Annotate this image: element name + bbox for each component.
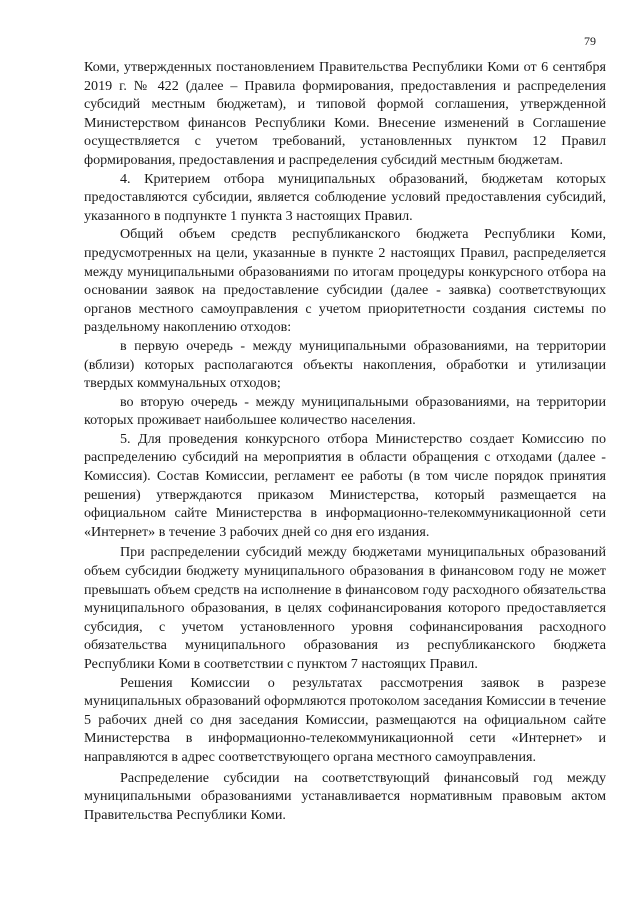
paragraph-continuation: Коми, утвержденных постановлением Правительства Республики Коми от 6 сентября 2019 г. № 422 (далее – Правила формирования, предоставления и распределения субсидий местным бюджетам), и типовой формой соглашения, утвержденной Министерством финансов Республики Коми. Внесение изменений в Соглашение осуществляется с учетом требований, установленных пунктом 12 Правил формирования, предоставления и распределения субсидий местным бюджетам. [84, 59, 606, 168]
paragraph-item-4: 4. Критерием отбора муниципальных образований, бюджетам которых предоставляются субсидии, является соблюдение условий предоставления субсидий, указанного в подпункте 1 пункта 3 настоящих Правил. [84, 170, 606, 224]
paragraph-commission-decisions: Решения Комиссии о результатах рассмотрения заявок в разрезе муниципальных образований оформляются протоколом заседания Комиссии в течение 5 рабочих дней со дня заседания Комиссии, размещаются на официальном сайте Министерства в информационно-телекоммуникационной сети «Интернет» и направляются в адрес соответствующего органа местного самоуправления. [84, 674, 606, 765]
paragraph-annual-distribution: Распределение субсидии на соответствующий финансовый год между муниципальными образованиями устанавливается нормативным правовым актом Правительства Республики Коми. [84, 769, 606, 823]
paragraph-item-5: 5. Для проведения конкурсного отбора Министерство создает Комиссию по распределению субсидий на мероприятия в области обращения с отходами (далее - Комиссия). Состав Комиссии, регламент ее работы (в том числе порядок принятия решения) утверждаются приказом Министерства, который размещается на официальном сайте Министерства в информационно-телекоммуникационной сети «Интернет» в течение 3 рабочих дней со дня его издания. [84, 430, 606, 540]
page-number: 79 [584, 34, 596, 48]
document-body [84, 58, 606, 824]
paragraph-second-priority: во вторую очередь - между муниципальными образованиями, на территории которых проживает наибольшее количество населения. [84, 393, 606, 429]
paragraph-first-priority: в первую очередь - между муниципальными образованиями, на территории (вблизи) которых располагаются объекты накопления, обработки и утилизации твердых коммунальных отходов; [84, 337, 606, 392]
paragraph-subsidy-distribution: При распределении субсидий между бюджетами муниципальных образований объем субсидии бюджету муниципального образования в финансовом году не может превышать объем средств на исполнение в финансовом году расходного обязательства муниципального образования, в целях софинансирования которого предоставляется субсидия, с учетом установленного уровня софинансирования расходного обязательства муниципального образования из республиканского бюджета Республики Коми в соответствии с пунктом 7 настоящих Правил. [84, 544, 606, 672]
paragraph-total-volume: Общий объем средств республиканского бюджета Республики Коми, предусмотренных на цели, указанные в пункте 2 настоящих Правил, распределяется между муниципальными образованиями по итогам процедуры конкурсного отбора на основании заявок на предоставление субсидии (далее - заявка) соответствующих органов местного самоуправления с учетом приоритетности создания системы по раздельному накоплению отходов: [84, 226, 606, 336]
